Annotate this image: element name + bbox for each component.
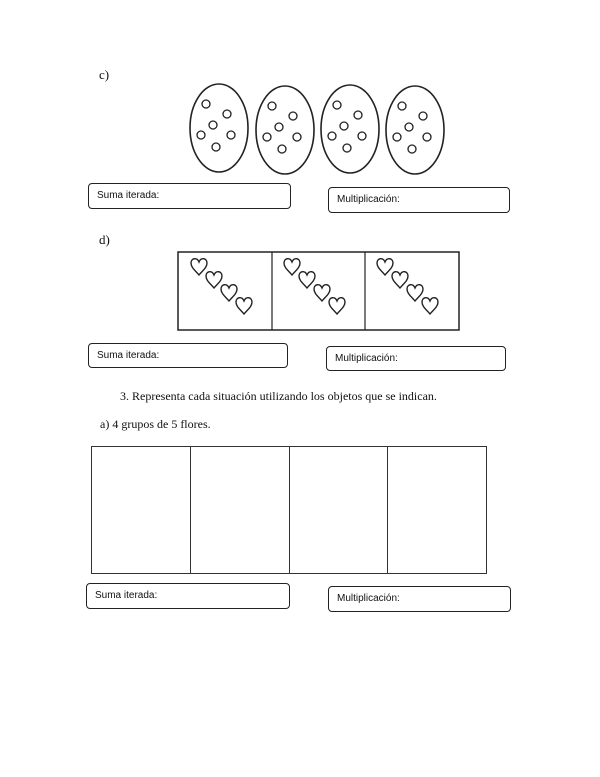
heart: [422, 298, 438, 314]
question-3a-text: a) 4 grupos de 5 flores.: [100, 417, 211, 431]
heart: [206, 272, 222, 288]
mult-answer-box-d[interactable]: Multiplicación:: [326, 346, 506, 371]
group-cell-2[interactable]: [191, 447, 290, 573]
heart: [329, 298, 345, 314]
heart: [299, 272, 315, 288]
sum-answer-box-c[interactable]: Suma iterada:: [88, 183, 291, 209]
item-d-letter: d): [99, 232, 110, 247]
mult-answer-box-3a[interactable]: Multiplicación:: [328, 586, 511, 612]
heart: [221, 285, 237, 301]
heart: [284, 259, 300, 275]
heart: [377, 259, 393, 275]
heart-groups-table: [0, 0, 600, 340]
group-cell-3[interactable]: [290, 447, 389, 573]
question-3-text: 3. Representa cada situación utilizando los objetos que se indican.: [120, 389, 437, 403]
heart: [236, 298, 252, 314]
heart: [407, 285, 423, 301]
flower-groups-table: [91, 446, 487, 574]
item-c-letter: c): [99, 67, 110, 82]
heart: [191, 259, 207, 275]
heart: [314, 285, 330, 301]
mult-answer-box-c[interactable]: Multiplicación:: [328, 187, 510, 213]
sum-answer-box-3a[interactable]: Suma iterada:: [86, 583, 290, 609]
heart: [392, 272, 408, 288]
group-cell-4[interactable]: [388, 447, 486, 573]
sum-answer-box-d[interactable]: Suma iterada:: [88, 343, 288, 368]
group-cell-1[interactable]: [92, 447, 191, 573]
